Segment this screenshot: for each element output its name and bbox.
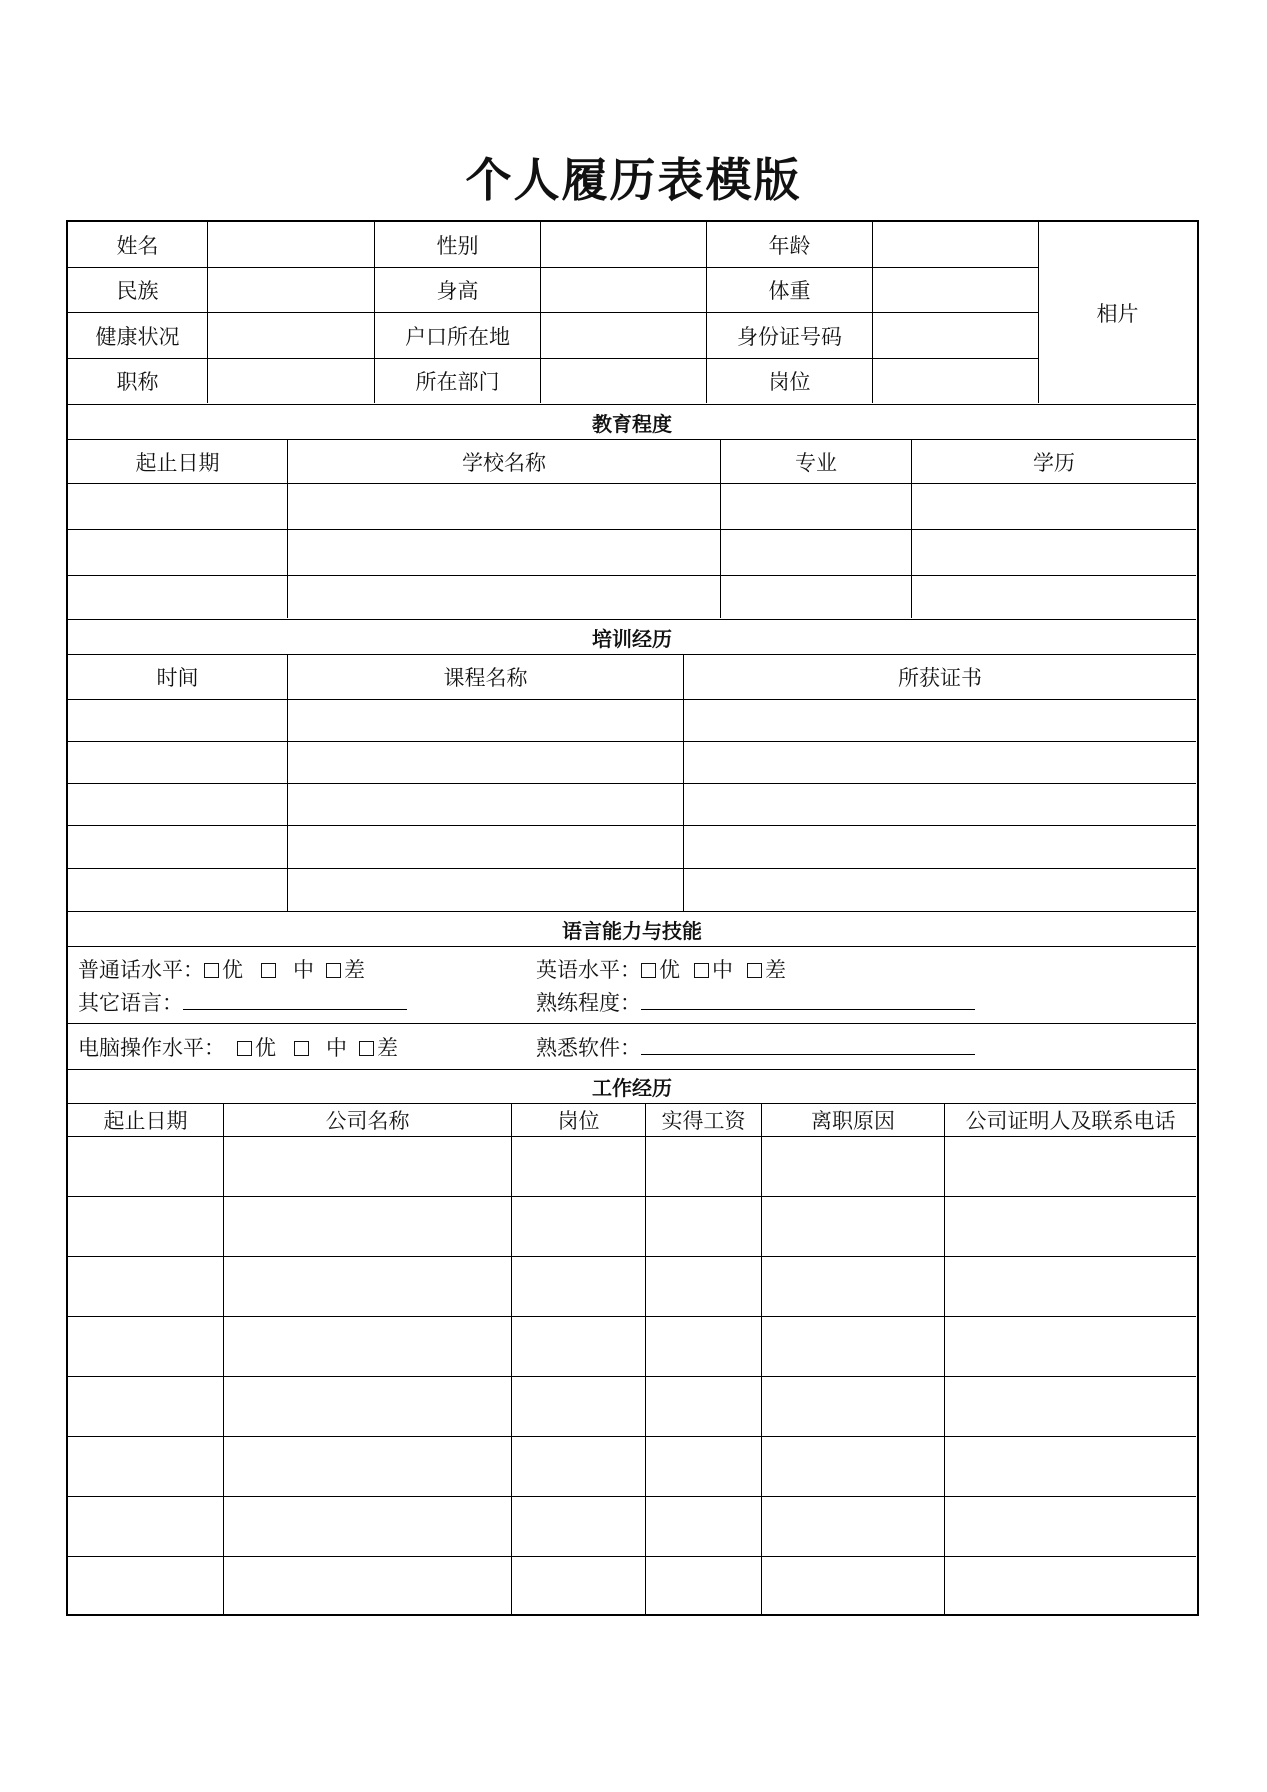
option-poor: 差 xyxy=(765,958,786,982)
work-cell[interactable] xyxy=(512,1137,646,1197)
resume-form xyxy=(66,220,1199,1616)
work-cell[interactable] xyxy=(224,1557,512,1614)
train-cell[interactable] xyxy=(288,869,684,912)
work-cell[interactable] xyxy=(224,1377,512,1437)
education-heading: 教育程度 xyxy=(68,405,1196,440)
work-cell[interactable] xyxy=(512,1317,646,1377)
work-cell[interactable] xyxy=(646,1377,762,1437)
edu-cell[interactable] xyxy=(288,576,721,618)
skills-divider xyxy=(68,1023,1196,1024)
checkbox-icon[interactable] xyxy=(641,963,656,978)
label-height: 身高 xyxy=(375,268,541,313)
train-cell[interactable] xyxy=(68,742,288,784)
work-cell[interactable] xyxy=(762,1437,945,1497)
education-section xyxy=(68,405,1196,620)
work-cell[interactable] xyxy=(512,1497,646,1557)
work-cell[interactable] xyxy=(762,1197,945,1257)
work-col-company: 公司名称 xyxy=(224,1104,512,1137)
work-cell[interactable] xyxy=(68,1197,224,1257)
train-cell[interactable] xyxy=(68,869,288,912)
edu-col-dates: 起止日期 xyxy=(68,440,288,484)
work-col-reference: 公司证明人及联系电话 xyxy=(945,1104,1196,1137)
checkbox-icon[interactable] xyxy=(204,963,219,978)
work-cell[interactable] xyxy=(945,1497,1196,1557)
training-heading: 培训经历 xyxy=(68,620,1196,655)
work-cell[interactable] xyxy=(945,1137,1196,1197)
work-cell[interactable] xyxy=(512,1437,646,1497)
work-cell[interactable] xyxy=(68,1257,224,1317)
title-field[interactable] xyxy=(208,359,375,403)
label-title: 职称 xyxy=(68,359,208,403)
work-cell[interactable] xyxy=(512,1377,646,1437)
train-col-course: 课程名称 xyxy=(288,655,684,700)
proficiency-input[interactable] xyxy=(641,991,975,1010)
work-col-dates: 起止日期 xyxy=(68,1104,224,1137)
train-cell[interactable] xyxy=(288,742,684,784)
label-health: 健康状况 xyxy=(68,313,208,359)
work-col-salary: 实得工资 xyxy=(646,1104,762,1137)
edu-cell[interactable] xyxy=(68,576,288,618)
checkbox-icon[interactable] xyxy=(294,1041,309,1056)
option-poor: 差 xyxy=(377,1036,398,1060)
train-cell[interactable] xyxy=(684,826,1196,869)
train-cell[interactable] xyxy=(68,826,288,869)
work-cell[interactable] xyxy=(512,1557,646,1614)
option-medium: 中 xyxy=(293,958,314,982)
page-title: 个人履历表模版 xyxy=(465,153,802,207)
english-row xyxy=(536,954,786,984)
train-cell[interactable] xyxy=(68,784,288,826)
work-cell[interactable] xyxy=(68,1497,224,1557)
work-cell[interactable] xyxy=(646,1317,762,1377)
work-cell[interactable] xyxy=(224,1137,512,1197)
work-cell[interactable] xyxy=(646,1137,762,1197)
train-col-certificate: 所获证书 xyxy=(684,655,1196,700)
option-excellent: 优 xyxy=(255,1036,276,1060)
work-cell[interactable] xyxy=(762,1137,945,1197)
work-heading: 工作经历 xyxy=(68,1070,1196,1104)
option-medium: 中 xyxy=(712,958,733,982)
label-weight: 体重 xyxy=(707,268,873,313)
computer-skill-label: 电脑操作水平： xyxy=(78,1036,225,1060)
work-cell[interactable] xyxy=(512,1197,646,1257)
train-cell[interactable] xyxy=(684,700,1196,742)
train-cell[interactable] xyxy=(684,742,1196,784)
work-cell[interactable] xyxy=(68,1437,224,1497)
work-cell[interactable] xyxy=(762,1317,945,1377)
work-cell[interactable] xyxy=(646,1197,762,1257)
work-cell[interactable] xyxy=(945,1317,1196,1377)
work-cell[interactable] xyxy=(762,1557,945,1614)
gender-field[interactable] xyxy=(541,222,707,268)
work-cell[interactable] xyxy=(224,1197,512,1257)
work-col-reason: 离职原因 xyxy=(762,1104,945,1137)
height-field[interactable] xyxy=(541,268,707,313)
work-col-position: 岗位 xyxy=(512,1104,646,1137)
edu-cell[interactable] xyxy=(912,576,1196,618)
checkbox-icon[interactable] xyxy=(237,1041,252,1056)
label-age: 年龄 xyxy=(707,222,873,268)
department-field[interactable] xyxy=(541,359,707,403)
work-cell[interactable] xyxy=(945,1377,1196,1437)
option-medium: 中 xyxy=(326,1036,347,1060)
other-language-label: 其它语言： xyxy=(78,991,183,1015)
edu-cell[interactable] xyxy=(721,576,912,618)
proficiency-row xyxy=(536,987,975,1017)
work-cell[interactable] xyxy=(945,1257,1196,1317)
work-cell[interactable] xyxy=(646,1557,762,1614)
train-cell[interactable] xyxy=(288,784,684,826)
checkbox-icon[interactable] xyxy=(359,1041,374,1056)
basic-info-section xyxy=(68,222,1196,405)
work-cell[interactable] xyxy=(945,1437,1196,1497)
work-cell[interactable] xyxy=(945,1557,1196,1614)
train-cell[interactable] xyxy=(288,826,684,869)
work-cell[interactable] xyxy=(68,1137,224,1197)
software-input[interactable] xyxy=(641,1036,975,1055)
checkbox-icon[interactable] xyxy=(694,963,709,978)
train-cell[interactable] xyxy=(68,700,288,742)
work-cell[interactable] xyxy=(945,1197,1196,1257)
label-department: 所在部门 xyxy=(375,359,541,403)
checkbox-icon[interactable] xyxy=(261,963,276,978)
age-field[interactable] xyxy=(873,222,1039,268)
checkbox-icon[interactable] xyxy=(747,963,762,978)
computer-skill-row xyxy=(78,1032,398,1062)
work-section xyxy=(68,1070,1196,1613)
edu-col-degree: 学历 xyxy=(912,440,1196,484)
edu-col-major: 专业 xyxy=(721,440,912,484)
edu-cell[interactable] xyxy=(288,484,721,530)
work-cell[interactable] xyxy=(762,1377,945,1437)
option-excellent: 优 xyxy=(659,958,680,982)
work-cell[interactable] xyxy=(646,1437,762,1497)
label-position: 岗位 xyxy=(707,359,873,403)
other-language-input[interactable] xyxy=(183,991,407,1010)
mandarin-row xyxy=(78,954,365,984)
work-cell[interactable] xyxy=(762,1497,945,1557)
work-cell[interactable] xyxy=(68,1377,224,1437)
edu-cell[interactable] xyxy=(721,484,912,530)
software-label: 熟悉软件： xyxy=(536,1036,641,1060)
train-col-time: 时间 xyxy=(68,655,288,700)
work-cell[interactable] xyxy=(68,1317,224,1377)
label-hukou: 户口所在地 xyxy=(375,313,541,359)
checkbox-icon[interactable] xyxy=(326,963,341,978)
label-name: 姓名 xyxy=(68,222,208,268)
work-cell[interactable] xyxy=(646,1497,762,1557)
label-ethnicity: 民族 xyxy=(68,268,208,313)
position-field[interactable] xyxy=(873,359,1039,403)
option-poor: 差 xyxy=(344,958,365,982)
work-cell[interactable] xyxy=(68,1557,224,1614)
work-cell[interactable] xyxy=(224,1257,512,1317)
edu-cell[interactable] xyxy=(288,530,721,576)
id-number-field[interactable] xyxy=(873,313,1039,359)
edu-cell[interactable] xyxy=(912,484,1196,530)
work-cell[interactable] xyxy=(512,1257,646,1317)
mandarin-label: 普通话水平： xyxy=(78,958,204,982)
edu-cell[interactable] xyxy=(68,530,288,576)
train-cell[interactable] xyxy=(684,869,1196,912)
software-row xyxy=(536,1032,975,1062)
option-excellent: 优 xyxy=(222,958,243,982)
work-cell[interactable] xyxy=(224,1437,512,1497)
name-field[interactable] xyxy=(208,222,375,268)
train-cell[interactable] xyxy=(288,700,684,742)
edu-col-school: 学校名称 xyxy=(288,440,721,484)
train-cell[interactable] xyxy=(684,784,1196,826)
other-language-row xyxy=(78,987,407,1017)
edu-cell[interactable] xyxy=(912,530,1196,576)
work-cell[interactable] xyxy=(224,1497,512,1557)
work-cell[interactable] xyxy=(224,1317,512,1377)
work-cell[interactable] xyxy=(646,1257,762,1317)
photo-box[interactable]: 相片 xyxy=(1096,301,1139,326)
hukou-field[interactable] xyxy=(541,313,707,359)
skills-section xyxy=(68,912,1196,1070)
work-cell[interactable] xyxy=(762,1257,945,1317)
label-id-number: 身份证号码 xyxy=(707,313,873,359)
edu-cell[interactable] xyxy=(68,484,288,530)
edu-cell[interactable] xyxy=(721,530,912,576)
ethnicity-field[interactable] xyxy=(208,268,375,313)
english-label: 英语水平： xyxy=(536,958,641,982)
health-field[interactable] xyxy=(208,313,375,359)
label-gender: 性别 xyxy=(375,222,541,268)
training-section xyxy=(68,620,1196,912)
weight-field[interactable] xyxy=(873,268,1039,313)
proficiency-label: 熟练程度： xyxy=(536,991,641,1015)
skills-heading: 语言能力与技能 xyxy=(68,912,1196,947)
